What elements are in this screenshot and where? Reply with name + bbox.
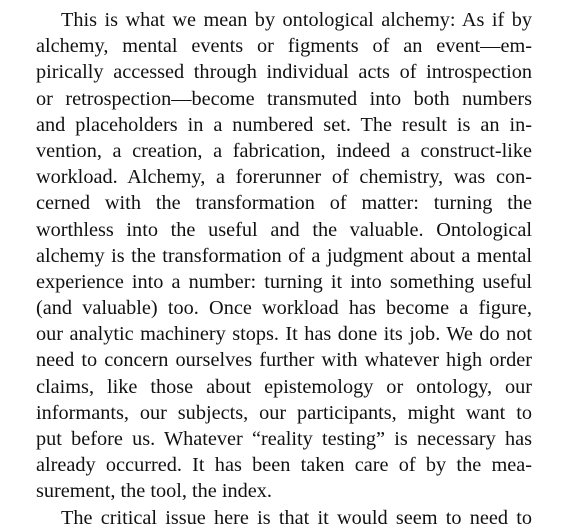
paragraph-line: pirically accessed through individual acts of introspection [36, 61, 532, 84]
paragraph-line: claims, like those about epistemology or ontology, our [36, 375, 532, 398]
paragraph-line: informants, our subjects, our participants, might want to [36, 401, 532, 424]
paragraph-line: already occurred. It has been taken care of by the mea- [36, 454, 532, 477]
paragraph-line: alchemy, mental events or figments of an event—em- [36, 35, 532, 58]
paragraph-line: experience into a number: turning it into something useful [36, 270, 532, 293]
paragraph-line: and placeholders in a numbered set. The result is an in- [36, 113, 532, 136]
paragraph-line: (and valuable) too. Once workload has become a figure, [36, 297, 532, 320]
paragraph [36, 7, 532, 531]
paragraph-line: or retrospection—become transmuted into both numbers [36, 87, 532, 110]
paragraph-line: put before us. Whatever “reality testing” is necessary has [36, 428, 532, 450]
paragraph-line: workload. Alchemy, a forerunner of chemistry, was con- [36, 166, 532, 189]
paragraph-line: surement, the tool, the index. [36, 480, 272, 503]
paragraph-line: This is what we mean by ontological alchemy: As if by [61, 9, 532, 31]
paragraph-line: our analytic machinery stops. It has done its job. We do not [36, 323, 532, 346]
paragraph-line: need to concern ourselves further with whatever high order [36, 349, 532, 372]
paragraph-line: cerned with the transformation of matter: turning the [36, 192, 532, 215]
paragraph-line: worthless into the useful and the valuable. Ontological [36, 218, 532, 241]
paragraph-line: vention, a creation, a fabrication, indeed a construct-like [36, 139, 532, 162]
paragraph-line: alchemy is the transformation of a judgment about a mental [36, 244, 532, 267]
next-paragraph-line: The critical issue here is that it would seem to need to [61, 506, 532, 529]
